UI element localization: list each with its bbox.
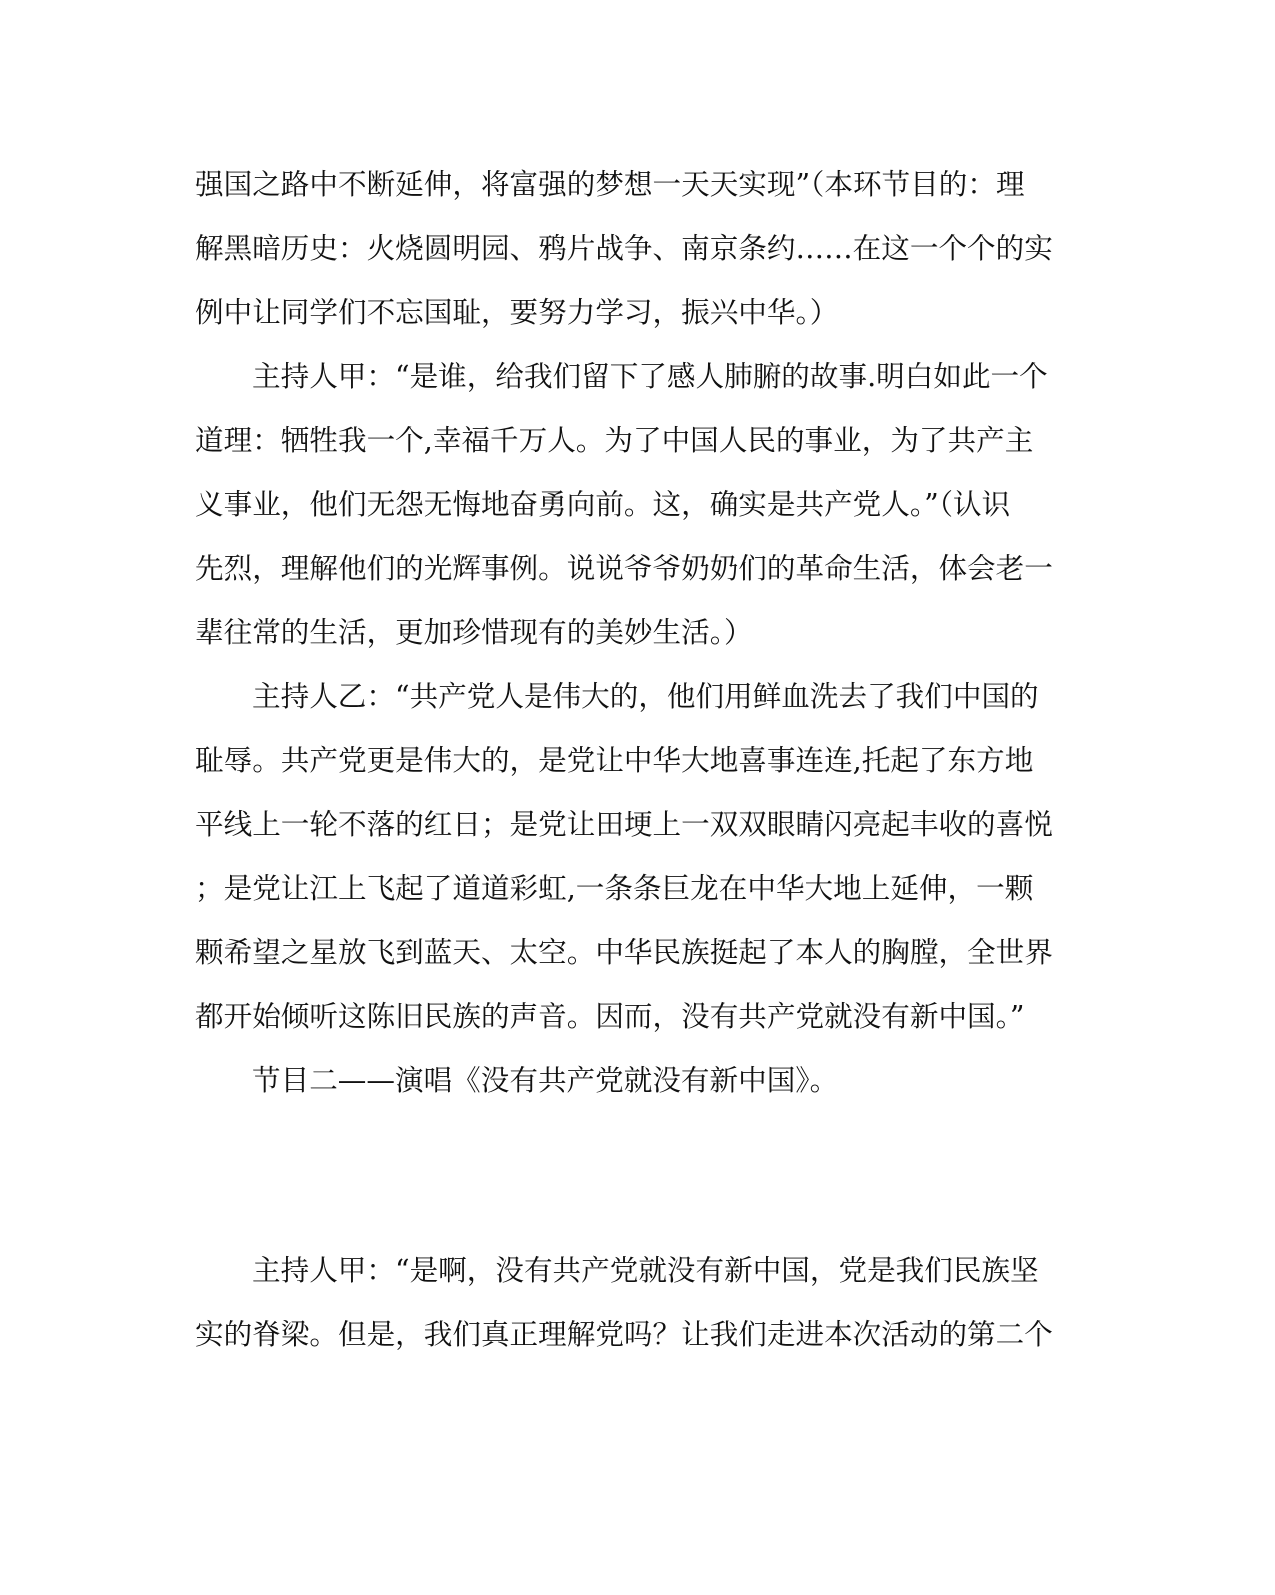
text-line: 强国之路中不断延伸，将富强的梦想一天天实现”（本环节目的：理 bbox=[195, 167, 1025, 201]
paragraph-start-line: 主持人甲：“是啊，没有共产党就没有新中国，党是我们民族坚 bbox=[252, 1253, 1039, 1287]
text-line: 道理：牺牲我一个,幸福千万人。为了中国人民的事业，为了共产主 bbox=[195, 423, 1034, 457]
text-line: 耻辱。共产党更是伟大的，是党让中华大地喜事连连,托起了东方地 bbox=[195, 743, 1034, 777]
paragraph-start-line: 主持人乙：“共产党人是伟大的，他们用鲜血洗去了我们中国的 bbox=[252, 679, 1039, 713]
text-line: 都开始倾听这陈旧民族的声音。因而，没有共产党就没有新中国。” bbox=[195, 999, 1025, 1033]
text-line: 平线上一轮不落的红日；是党让田埂上一双双眼睛闪亮起丰收的喜悦 bbox=[195, 807, 1053, 841]
text-line: 义事业，他们无怨无悔地奋勇向前。这，确实是共产党人。”（认识 bbox=[195, 487, 1011, 521]
text-line: 实的脊梁。但是，我们真正理解党吗？让我们走进本次活动的第二个 bbox=[195, 1317, 1053, 1351]
text-line: 颗希望之星放飞到蓝天、太空。中华民族挺起了本人的胸膛，全世界 bbox=[195, 935, 1053, 969]
program-title-line: 节目二——演唱《没有共产党就没有新中国》。 bbox=[252, 1063, 839, 1097]
text-line: 例中让同学们不忘国耻，要努力学习，振兴中华。） bbox=[195, 295, 839, 329]
paragraph-start-line: 主持人甲：“是谁，给我们留下了感人肺腑的故事.明白如此一个 bbox=[252, 359, 1048, 393]
text-line: 先烈，理解他们的光辉事例。说说爷爷奶奶们的革命生活，体会老一 bbox=[195, 551, 1053, 585]
text-line: ；是党让江上飞起了道道彩虹,一条条巨龙在中华大地上延伸，一颗 bbox=[195, 871, 1034, 905]
text-line: 辈往常的生活，更加珍惜现有的美妙生活。） bbox=[195, 615, 753, 649]
text-line: 解黑暗历史：火烧圆明园、鸦片战争、南京条约……在这一个个的实 bbox=[195, 231, 1053, 265]
